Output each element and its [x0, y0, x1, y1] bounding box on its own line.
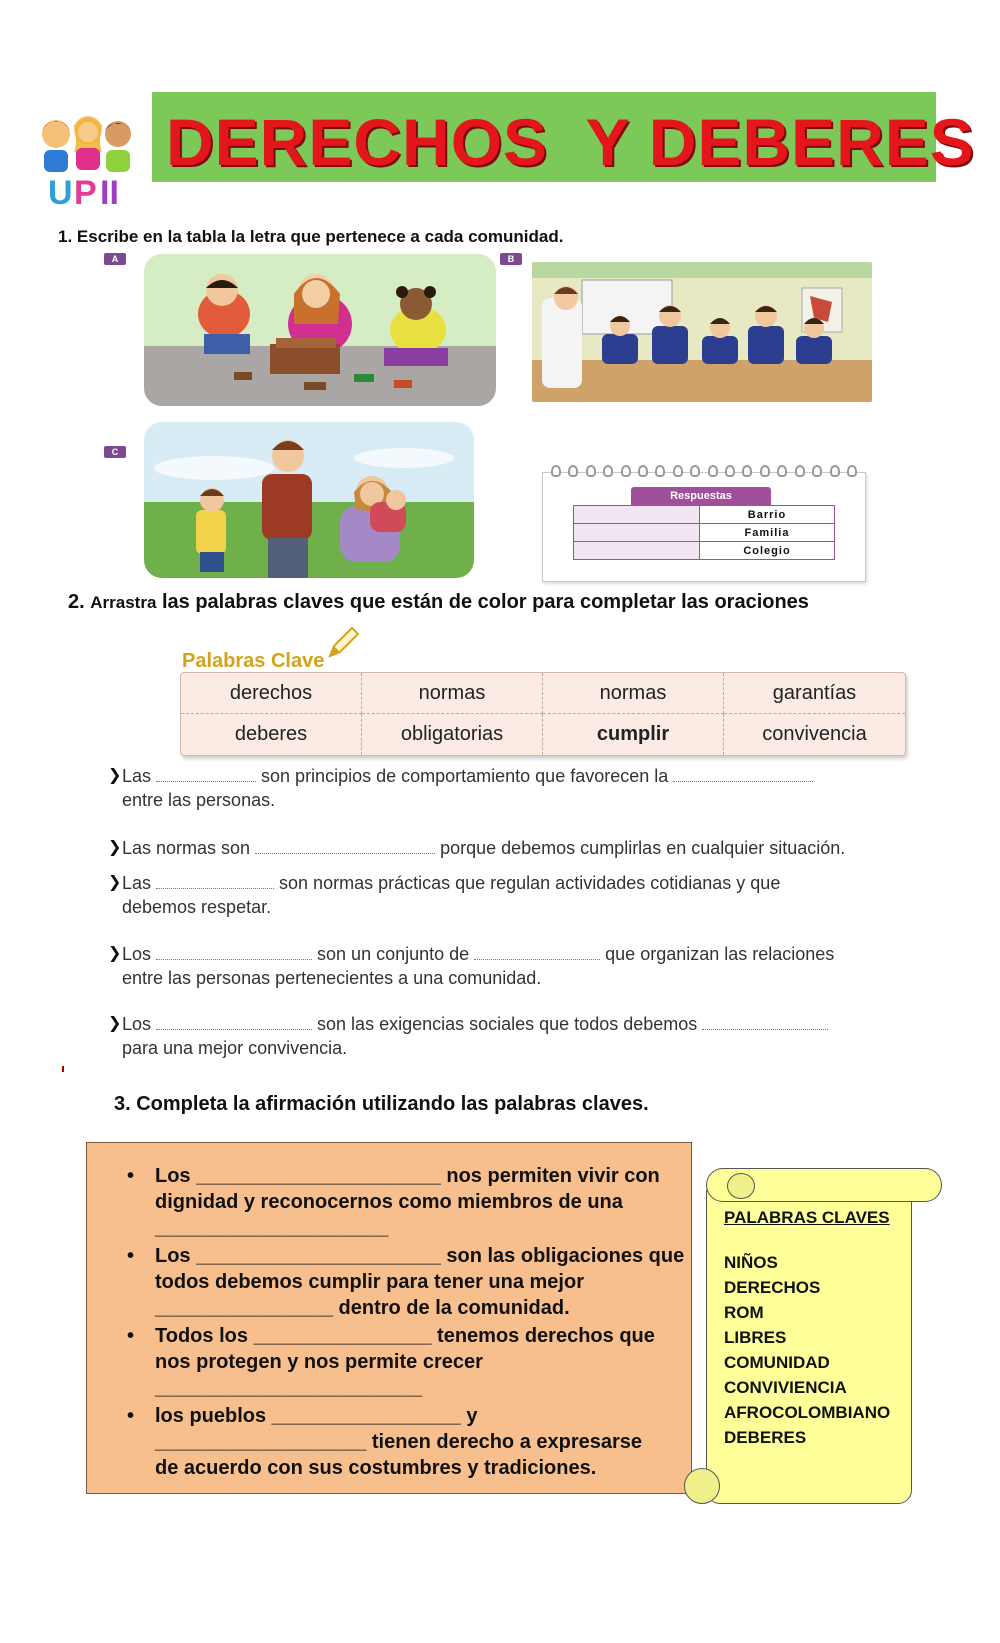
keyword-obligatorias[interactable]: obligatorias: [362, 714, 543, 755]
scroll-keyword[interactable]: NIÑOS: [724, 1253, 778, 1272]
scroll-top: [706, 1168, 942, 1202]
scroll-keyword[interactable]: DEBERES: [724, 1428, 807, 1447]
answer-input-barrio[interactable]: [574, 506, 700, 524]
statement-3: • Todos los ________________ tenemos derechos que nos protegen y nos permite crecer ________________________: [127, 1325, 655, 1399]
question-1-label: 1. Escribe en la tabla la letra que pertenece a cada comunidad.: [58, 227, 564, 246]
scroll-keyword[interactable]: COMUNIDAD: [724, 1353, 830, 1372]
scroll-keyword[interactable]: DERECHOS: [724, 1278, 821, 1297]
keyword-convivencia[interactable]: convivencia: [762, 723, 867, 745]
keyword-cumplir[interactable]: cumplir: [543, 714, 724, 755]
keywords-box: [180, 672, 906, 756]
blank-1b[interactable]: [673, 768, 813, 782]
answer-row: [574, 524, 835, 542]
blank-3a[interactable]: [156, 875, 274, 889]
answer-label-familia: Familia: [700, 524, 835, 542]
sentence-1: ❯ Las son principios de comportamiento que favorecen la entre las personas.: [108, 764, 908, 816]
keyword-deberes[interactable]: deberes: [181, 714, 362, 755]
keyword-normas-2[interactable]: normas: [543, 673, 724, 714]
sentence-3: ❯ Las son normas prácticas que regulan actividades cotidianas y que debemos respetar.: [108, 873, 781, 917]
keyword-garantias[interactable]: garantías: [724, 673, 905, 714]
svg-text:II: II: [100, 174, 119, 208]
statement-1: • Los ______________________ nos permiten vivir con dignidad y reconocernos como miembros de una _____________________: [127, 1165, 660, 1239]
scene-family-playing: [144, 254, 496, 406]
blank-4a[interactable]: [156, 946, 312, 960]
scene-family-walking: [144, 422, 474, 578]
answers-heading: Respuestas: [631, 487, 771, 505]
blank-4b[interactable]: [474, 946, 600, 960]
statement-4: • los pueblos _________________ y ___________________ tienen derecho a expresarse de acuerdo con sus costumbres y tradiciones.: [127, 1405, 643, 1479]
answer-input-familia[interactable]: [574, 524, 700, 542]
question-3-label: 3. Completa la afirmación utilizando las palabras claves.: [114, 1093, 649, 1115]
sentence-4: ❯ Los son un conjunto de que organizan las relaciones entre las personas pertenecientes a una comunidad.: [108, 944, 835, 988]
answer-label-barrio: Barrio: [700, 506, 835, 524]
answer-row: [574, 506, 835, 524]
answer-input-colegio[interactable]: [574, 542, 700, 560]
sentence-2: ❯ Las normas son porque debemos cumplirlas en cualquier situación.: [108, 838, 846, 858]
scroll-keywords-title: PALABRAS CLAVES: [724, 1208, 890, 1227]
scroll-curl: [684, 1468, 720, 1504]
svg-text:P: P: [74, 174, 97, 208]
answer-row: [574, 542, 835, 560]
question-2-label: [68, 591, 809, 614]
blank-1a[interactable]: [156, 768, 256, 782]
page-title: DERECHOS Y DEBERES: [166, 105, 975, 179]
blank-5a[interactable]: [156, 1016, 312, 1030]
question-2-text: las palabras claves que están de color para completar las oraciones: [156, 591, 809, 613]
keyword-normas-1[interactable]: normas: [362, 673, 543, 714]
blank-2a[interactable]: [255, 840, 435, 854]
scene-classroom: [532, 262, 872, 402]
question-2-lead: Arrastra: [90, 593, 157, 612]
question-2-number: 2.: [68, 591, 85, 613]
scroll-keywords-list: [724, 1250, 890, 1450]
answer-label-colegio: Colegio: [700, 542, 835, 560]
statements-box: [86, 1142, 692, 1494]
stray-mark: [62, 1066, 64, 1072]
sentence-5: ❯ Los son las exigencias sociales que todos debemos para una mejor convivencia.: [108, 1012, 908, 1064]
pencil-icon: [326, 626, 360, 665]
keywords-title: Palabras Clave: [182, 650, 325, 672]
svg-text:U: U: [48, 174, 73, 208]
kids-logo-image: [38, 112, 138, 208]
keywords-scroll: [684, 1168, 946, 1508]
tag-c: C: [104, 446, 126, 458]
scroll-keyword[interactable]: ROM: [724, 1303, 764, 1322]
tag-a: A: [104, 253, 126, 265]
keyword-derechos[interactable]: derechos: [181, 673, 362, 714]
notebook-rings: [551, 465, 857, 479]
tag-b: B: [500, 253, 522, 265]
scroll-keyword[interactable]: AFROCOLOMBIANO: [724, 1403, 891, 1422]
statement-2: • Los ______________________ son las obligaciones que todos debemos cumplir para tener una mejor ________________ dentro de la comunidad.: [127, 1245, 685, 1319]
scroll-keyword[interactable]: LIBRES: [724, 1328, 787, 1347]
title-banner: [152, 92, 975, 182]
answers-card: [542, 472, 866, 582]
answers-table: [573, 505, 835, 560]
scroll-keyword[interactable]: CONVIVIENCIA: [724, 1378, 847, 1397]
blank-5b[interactable]: [702, 1016, 828, 1030]
